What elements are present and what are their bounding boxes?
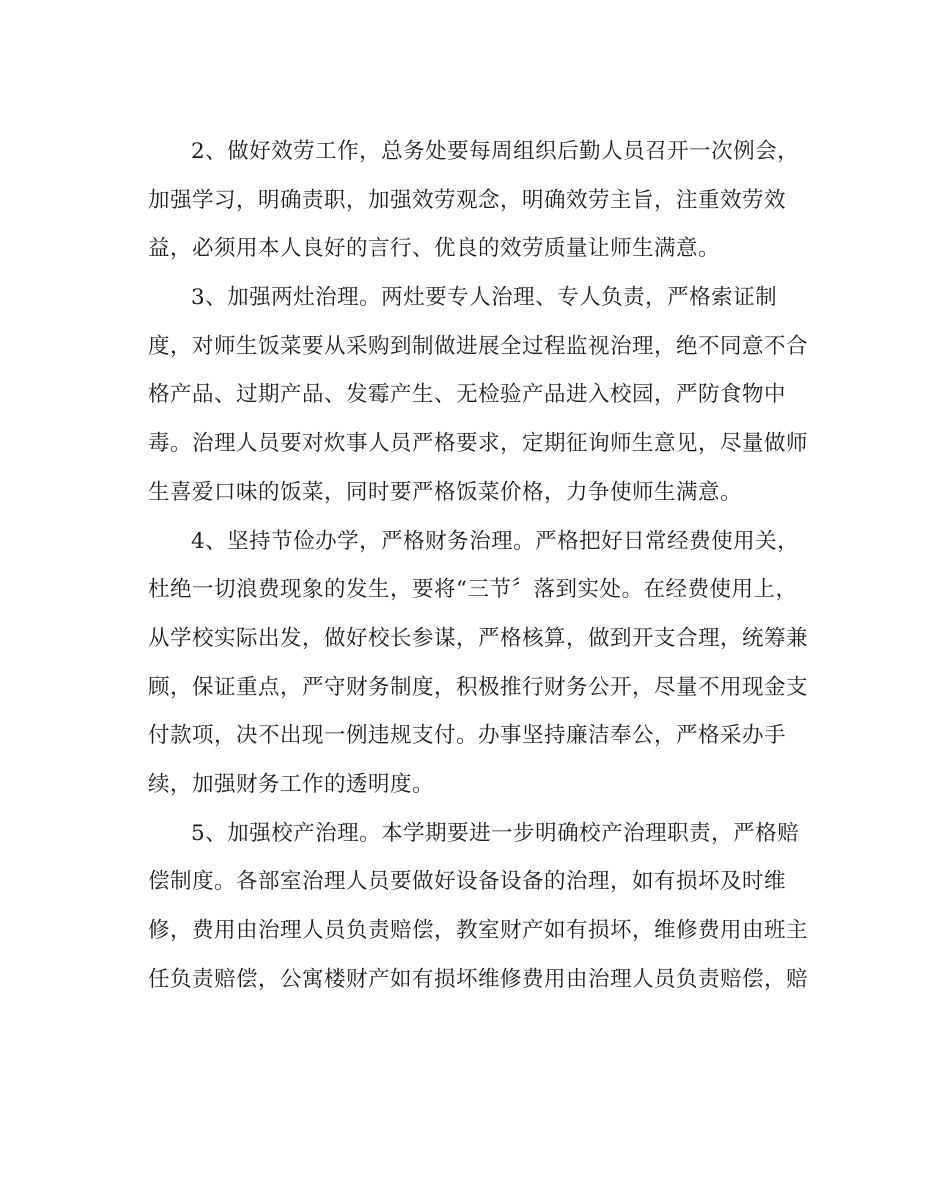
paragraph-line: 偿制度。各部室治理人员要做好设备设备的治理，如有损坏及时维 <box>148 869 787 895</box>
paragraph-line: 续，加强财务工作的透明度。 <box>148 771 435 797</box>
paragraph-line: 3、加强两灶治理。两灶要专人治理、专人负责，严格索证制 <box>191 285 778 311</box>
paragraph-line: 任负责赔偿，公寓楼财产如有损坏维修费用由治理人员负责赔偿，赔 <box>148 966 809 992</box>
paragraph-line: 从学校实际出发，做好校长参谋，严格核算，做到开支合理，统筹兼 <box>148 625 809 651</box>
paragraph-line: 5、加强校产治理。本学期要进一步明确校产治理职责，严格赔 <box>191 820 800 846</box>
paragraph-line: 生喜爱口味的饭菜，同时要严格饭菜价格，力争使师生满意。 <box>148 479 743 505</box>
paragraph-line: 2、做好效劳工作，总务处要每周组织后勤人员召开一次例会， <box>191 139 800 164</box>
paragraph-line: 杜绝一切浪费现象的发生，要将“三节〞落到实处。在经费使用上， <box>148 577 798 603</box>
paragraph-3 <box>148 274 808 517</box>
paragraph-line: 益，必须用本人良好的言行、优良的效劳质量让师生满意。 <box>148 236 721 262</box>
paragraph-line: 毒。治理人员要对炊事人员严格要求，定期征询师生意见，尽量做师 <box>148 431 809 457</box>
document-body <box>148 128 808 1004</box>
paragraph-line: 加强学习，明确责职，加强效劳观念，明确效劳主旨，注重效劳效 <box>148 187 787 213</box>
paragraph-5 <box>148 810 808 1005</box>
paragraph-line: 修，费用由治理人员负责赔偿，教室财产如有损坏，维修费用由班主 <box>148 918 809 943</box>
paragraph-line: 格产品、过期产品、发霉产生、无检验产品进入校园，严防食物中 <box>148 382 787 408</box>
paragraph-line: 付款项，决不出现一例违规支付。办事坚持廉洁奉公，严格采办手 <box>148 723 787 749</box>
paragraph-2 <box>148 128 808 274</box>
paragraph-line: 顾，保证重点，严守财务制度，积极推行财务公开，尽量不用现金支 <box>148 674 809 700</box>
paragraph-line: 4、坚持节俭办学，严格财务治理。严格把好日常经费使用关， <box>191 528 800 554</box>
paragraph-line: 度，对师生饭菜要从采购到制做进展全过程监视治理，绝不同意不合 <box>148 333 809 359</box>
paragraph-4 <box>148 518 808 810</box>
